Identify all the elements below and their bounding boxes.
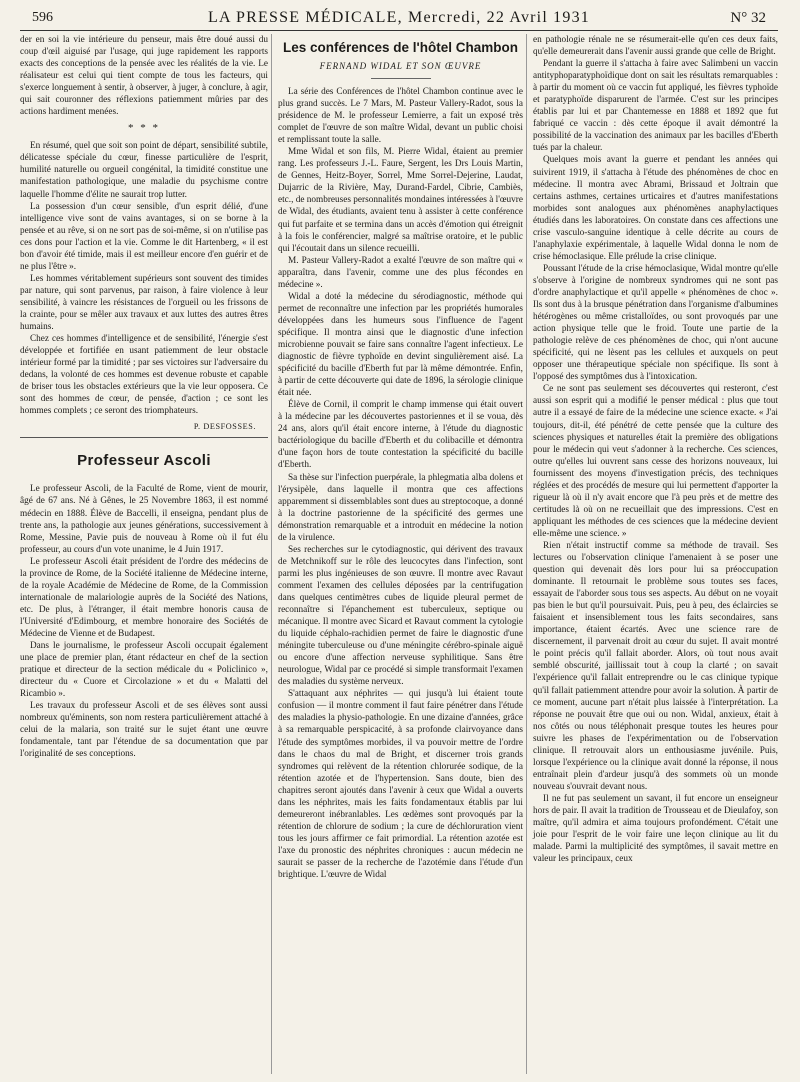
paragraph: S'attaquant aux néphrites — qui jusqu'à lui étaient toute confusion — il montre comment il faut faire pénétrer dans l'étude des maladies la physio-pathologie. En une dizaine d'années, grâce à sa remarquable perspicacité, à sa profonde clairvoyance dans l'étude des symptômes morbides, il va pouvoir mettre de l'ordre dans le chaos du mal de Bright, et discerner trois grands syndromes qui relèvent de la rétention chlorurée sodique, de la rétention azotée et de l'hypertension. Sans doute, bien des chapitres seront ajoutés dans l'avenir à ceux que Widal a ouverts dans les néphrites, mais les faits fondamentaux établis par lui demeureront inébranlables. Les œdèmes sont provoqués par la rétention de chlorure de sodium ; la cure de déchloruration vient tous les jours affirmer ce fait primordial. La rétention azotée est l'axe du pronostic des néphrites chroniques : aucun médecin ne saurait se passer de la recherche de l'azotémie dans l'étude d'un brightique. L'œuvre de Widal (278, 689, 523, 881)
paragraph: Le professeur Ascoli, de la Faculté de Rome, vient de mourir, âgé de 67 ans. Né à Gênes, le 25 Novembre 1863, il est nommé médecin en 1888. Élève de Baccelli, il enseigna, pendant plus de trente ans, la pathologie aux jeunes générations, successivement à Rome, Messine, Pavie puis de nouveau à Rome où il fut élu professeur, au cours d'un vote unanime, le 4 Juin 1917. (20, 484, 268, 555)
issue-number: N° 32 (730, 10, 766, 26)
journal-title: LA PRESSE MÉDICALE, Mercredi, 22 Avril 1931 (208, 9, 590, 26)
paragraph: La série des Conférences de l'hôtel Chambon continue avec le plus grand succès. Le 7 Mars, M. Pasteur Vallery-Radot, sous la présidence de M. le professeur Lemierre, a fait un exposé très complet de l'œuvre de son maître Widal, devant un public choisi et remplissant toute la salle. (278, 87, 523, 146)
paragraph: Élève de Cornil, il comprit le champ immense qui était ouvert à la médecine par les découvertes pastoriennes et il se voua, dès 24 ans, alors qu'il était encore interne, à l'étude du diagnostic bactériologique du bacille d'Eberth et du colibacille et démontra d'une façon hors de toute contestation la spécificité du bacille d'Eberth. (278, 400, 523, 471)
paragraph: en pathologie rénale ne se résumerait-elle qu'en ces deux faits, qu'elle demeurerait dans l'avenir aussi grande que celle de Bright. (533, 35, 778, 58)
page-number: 596 (32, 10, 53, 25)
article-columns (20, 34, 778, 1074)
paragraph: Le professeur Ascoli était président de l'ordre des médecins de la province de Rome, de la Société italienne de Médecine interne, de la royale Académie de Médecine de Rome, de la Commission internationale de malariologie auprès de la Société des Nations, etc. De plus, à l'étranger, il était membre honoris causa de l'Université d'Edimbourg, et membre honoraire des Sociétés de Médecine de Vienne et de Budapest. (20, 556, 268, 639)
paragraph: Pendant la guerre il s'attacha à faire avec Salimbeni un vaccin antityphoparatyphoïdique dont on sait les résultats remarquables : à partir du moment où ce vaccin fut appliqué, les fièvres typhoïde et paratyphoïde disparurent de l'armée. C'est sur les principes établis par lui et par Chantemesse en 1888 et 1892 que fut fabriqué ce vaccin : dès cette époque il avait démontré la possibilité de la vaccination des animaux par les bacilles d'Eberth tués par la chaleur. (533, 59, 778, 154)
paragraph: der en soi la vie intérieure du penseur, mais être doué aussi du coup d'œil aiguisé par l'usage, qui juge rapidement les rapports exacts des conceptions de la pensée avec les réalités de la vie. Le réalisateur est celui qui tient compte de tous les facteurs, qui s'exerce longuement à sentir, à observer, à juger, à conclure, à agir, qui sait couronner des réflexions patiemment mûries par des actions hardiment menées. (20, 35, 268, 118)
section-separator: * * * (128, 122, 160, 135)
paragraph: Quelques mois avant la guerre et pendant les années qui suivirent 1919, il s'attacha à l'étude des phénomènes de choc en médecine. Il montra avec Abrami, Brissaud et Joltrain que certains asthmes, certaines urticaires et d'autres manifestations morbides sont analogues aux phénomènes anaphylactiques étudiés dans les laboratoires. On constate dans ces affections une crise vasculo-sanguine identique à celle décrite au cours de l'anaphylaxie expérimentale, à laquelle Widal donna le nom de crise hémoclasique. Elle prélude la crise clinique. (533, 155, 778, 262)
paragraph: M. Pasteur Vallery-Radot a exalté l'œuvre de son maître qui « apparaîtra, dans l'avenir, comme une des plus fécondes en médecine ». (278, 255, 523, 290)
paragraph: Il ne fut pas seulement un savant, il fut encore un enseigneur hors de pair. Il avait la tradition de Trousseau et de Dieulafoy, son maître, qu'il admira et aima toujours profondément. C'était une joie pour l'esprit de le voir faire une leçon clinique au lit du malade. Parmi la multiplicité des symptômes, il savait mettre en valeur les principaux, ceux (533, 793, 778, 865)
paragraph: Widal a doté la médecine du sérodiagnostic, méthode qui permet de reconnaître une infection par les propriétés humorales développées dans les humeurs sous l'influence de l'agent spécifique. Il montra ainsi que le diagnostic d'une infection microbienne pouvait se faire sans connaître l'agent infectieux. Le diagnostic de fièvre typhoïde en devint singulièrement aisé. La spécificité du bacille d'Eberth fut par là même démontrée. Enfin, à partir de cette découverte qui date de 1896, la sérologie clinique était née. (278, 291, 523, 399)
paragraph: Mme Widal et son fils, M. Pierre Widal, étaient au premier rang. Les professeurs J.-L. Faure, Sergent, les Drs Louis Martin, de Gennes, Heitz-Boyer, Sorrel, Mme Sorrel-Dejerine, Laudat, Dujarric de la Rivière, May, Durand-Fardel, Cibrie, Cambiès, etc., de nombreuses personnalités mondaines intéressées à l'œuvre de Widal, des étudiants, avaient tenu à assister à cette conférence qui fut parfaite et se termina dans un accès d'émotion qui étreignit à la fois le conférencier, malgré sa maîtrise oratoire, et le public qui l'écoutait dans un silence recueilli. (278, 147, 523, 254)
paragraph: Rien n'était instructif comme sa méthode de travail. Ses lectures ou l'observation clinique l'amenaient à se poser une question qui devenait dès lors pour lui sa préoccupation dominante. Il retournait le problème sous toutes ses faces, essayait de l'aborder sous tous ses aspects. Au début on ne voyait pas bien le but qu'il poursuivait. Puis, peu à peu, des éclaircies se faisaient et insensiblement tous les faits secondaires, sans importance, étaient écartés. Avec une science rare de discernement, il parvenait droit au cœur du sujet. Il avait montré le point précis qu'il fallait aborder. Alors, où tout nous avait semblé obscurité, jaillissait tout à coup la clarté ; on savait l'expérience qu'il fallait entreprendre ou le cas clinique typique qu'il fallait patiemment attendre pour avoir la solution. À partir de ce moment, aucune part n'était plus laissée à l'interprétation. La réponse ne pouvait être que oui ou non. Widal, anxieux, était à nos côtés ou nous téléphonait presque toutes les heures pour suivre les phases de l'expérimentation ou de l'observation clinique. Il retrouvait alors un enthousiasme juvénile. Puis, lorsque l'expérience ou la clinique avait donné la réponse, il nous entraînait plein d'ardeur jusqu'à des sommets où un monde nouveau s'ouvrait devant nous. (533, 540, 778, 792)
column-right (526, 34, 778, 1074)
paragraph: Chez ces hommes d'intelligence et de sensibilité, l'énergie s'est développée et fortifiée en usant patiemment de leur obstacle intérieur formé par la timidité ; par ses victoires sur l'adversaire du dedans, la volonté de ces hommes est devenue robuste et capable de briser tous les obstacles extérieurs que la vie leur opposera. Ce sont des hommes de cœur, de pensée, d'action ; ce sont les hommes complets ; ce seront des triomphateurs. (20, 334, 268, 417)
author-signature: P. DESFOSSES. (193, 422, 256, 432)
paragraph: En résumé, quel que soit son point de départ, sensibilité subtile, délicatesse spéciale du cœur, finesse particulière de l'esprit, humilité naturelle ou orgueil congénital, la timidité constitue une manifestation pathologique, une maladie du psychisme contre laquelle l'homme d'élite ne saurait trop lutter. (20, 141, 268, 200)
column-middle (271, 34, 523, 1074)
paragraph: Les travaux du professeur Ascoli et de ses élèves sont aussi nombreux qu'éminents, son nom restera particulièrement attaché à celui de la malaria, son traité sur le sujet étant une œuvre fondamentale, tant par l'étendue de sa documentation que par l'originalité de ses conceptions. (20, 701, 268, 760)
article-title: Les conférences de l'hôtel Chambon (282, 40, 518, 55)
paragraph: Poussant l'étude de la crise hémoclasique, Widal montre qu'elle s'observe à l'origine de nombreux syndromes qui ne sont pas d'ordre anaphylactique et qu'il appelle « phénomènes de choc ». Ils sont dus à la brusque pénétration dans l'organisme d'albumines hétérogènes ou même cristalloïdes, ou sont provoqués par une action physique telle que le froid. Toute une partie de la pathologie relève de ces phénomènes de choc, qui n'ont aucune spécificité, qui ne lèsent pas les cellules et auxquels on peut opposer une thérapeutique spéciale non spécifique. Ils sont à l'opposé des symptômes dus à l'intoxication. (533, 263, 778, 383)
divider (371, 78, 431, 79)
paragraph: Ses recherches sur le cytodiagnostic, qui dérivent des travaux de Metchnikoff sur le rôle des leucocytes dans l'infection, sont parmi les plus ingénieuses de son œuvre. Il montre avec Ravaut comment l'examen des cellules déposées par la centrifugation dans quelques centimètres cubes de liquide pleural permet de reconnaître si l'épanchement est tuberculeux, septique ou mécanique. Il montre avec Sicard et Ravaut comment la cytologie du liquide céphalo-rachidien permet de faire le diagnostic d'une méningite tuberculeuse ou d'une méningite cérébro-spinale aiguë ou encore d'une affection nerveuse syphilitique. Sans être neurologue, Widal par ce procédé si simple transformait l'examen des maladies du système nerveux. (278, 544, 523, 688)
divider (20, 437, 268, 438)
paragraph: La possession d'un cœur sensible, d'un esprit délié, d'une intelligence vive sont de vains avantages, si on se borne à la pensée et au rêve, si on ne sort pas de soi-même, si on n'utilise pas ces dons pour l'action et la vie. Comme le dit Hartenberg, « il est bon d'avoir été timide, mais il est meilleur encore d'en guérir et de ne plus l'être ». (20, 201, 268, 272)
paragraph: Ce ne sont pas seulement ses découvertes qui resteront, c'est aussi son esprit qui a modifié le penser médical : plus que tout autre il a essayé de faire de la médecine une science exacte. « J'ai toujours, dit-il, été pénétré de cette pensée que la culture des sciences physiques et naturelles était la première des obligations pour le médecin qui veut s'adonner à la recherche. Ces sciences, outre qu'elles lui ouvrent sans cesse des horizons nouveaux, lui fournissent des moyens d'investigation précis, des techniques réglées et des procédés de mesure qui lui permettent d'apporter la rigueur là où il n'y avait encore que l'à peu près et de mettre des certitudes là où on ne recueillait que des impressions. C'est en appliquant les méthodes de ces sciences que la médecine devient elle-même une science. » (533, 384, 778, 539)
masthead (20, 8, 778, 31)
article-subtitle: FERNAND WIDAL ET SON ŒUVRE (319, 61, 482, 71)
paragraph: Sa thèse sur l'infection puerpérale, la phlegmatia alba dolens et l'érysipèle, dans laquelle il montra que ces affections apparemment si dissemblables sont dues au streptocoque, a donné à la doctrine pastorienne de la spécificité des germes une démonstration remarquable et a introduit en médecine la notion de la virulence. (278, 472, 523, 543)
obituary-title: Professeur Ascoli (77, 452, 211, 470)
paragraph: Dans le journalisme, le professeur Ascoli occupait également une place de premier plan, étant rédacteur en chef de la section pratique et directeur de la section médicale du « Policlinico », directeur du « Cuore et Circolazione » et du « Malatti del Ricambio ». (20, 641, 268, 700)
paragraph: Les hommes véritablement supérieurs sont souvent des timides par nature, qui sont parvenus, par raison, à faire violence à leur sensibilité, à vaincre les résistances de l'orgueil ou les frissons de la crainte, pour se mêler aux travaux et aux luttes des autres êtres humains. (20, 273, 268, 333)
column-left (20, 34, 268, 1074)
